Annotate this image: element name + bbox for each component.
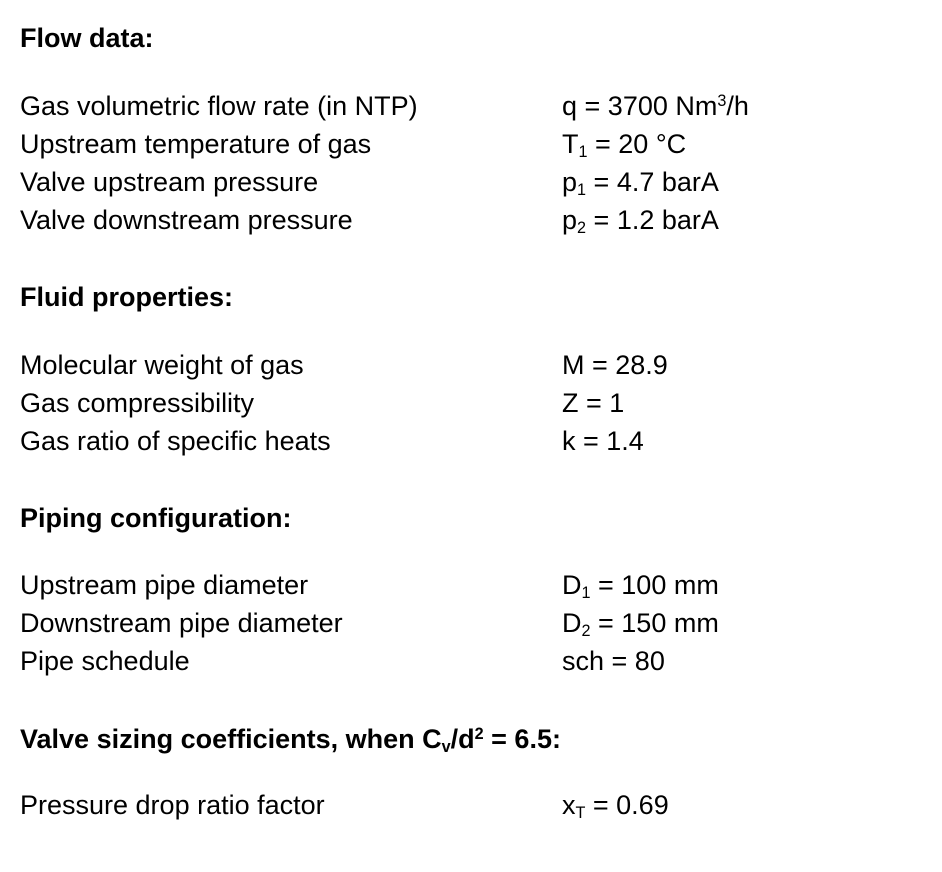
value-upstream-temperature: $T_1 = 20$ °C xyxy=(562,129,687,162)
row-pipe-schedule xyxy=(20,642,920,680)
label-pressure-drop-ratio: Pressure drop ratio factor xyxy=(20,790,325,820)
value-specific-heats: k = 1.4 xyxy=(562,426,644,456)
row-molecular-weight xyxy=(20,346,920,384)
value-molecular-weight: M = 28.9 xyxy=(562,350,668,380)
value-downstream-pressure: $p_2 = 1.2$ barA xyxy=(562,205,719,238)
value-pressure-drop-ratio: $x_T = 0.69$ xyxy=(562,790,669,823)
label-specific-heats: Gas ratio of specific heats xyxy=(20,426,331,456)
value-gas-compressibility: Z = 1 xyxy=(562,388,625,418)
label-upstream-diameter: Upstream pipe diameter xyxy=(20,570,309,600)
label-upstream-temperature: Upstream temperature of gas xyxy=(20,129,372,159)
row-upstream-pressure xyxy=(20,163,920,201)
row-downstream-diameter xyxy=(20,604,920,642)
label-upstream-pressure: Valve upstream pressure xyxy=(20,167,319,197)
section-title-flow-data: Flow data: xyxy=(20,23,154,53)
label-gas-flow-rate: Gas volumetric flow rate (in NTP) xyxy=(20,91,418,121)
label-pipe-schedule: Pipe schedule xyxy=(20,646,190,676)
label-molecular-weight: Molecular weight of gas xyxy=(20,350,304,380)
row-upstream-diameter xyxy=(20,566,920,604)
section-title-piping-configuration: Piping configuration: xyxy=(20,503,292,533)
value-downstream-diameter: $D_2 = 150$ mm xyxy=(562,608,719,641)
label-downstream-diameter: Downstream pipe diameter xyxy=(20,608,343,638)
row-gas-compressibility xyxy=(20,384,920,422)
row-upstream-temperature xyxy=(20,125,920,163)
document-page xyxy=(20,0,920,872)
value-pipe-schedule: sch = 80 xyxy=(562,646,665,676)
value-upstream-diameter: $D_1 = 100$ mm xyxy=(562,570,719,603)
section-title-fluid-properties: Fluid properties: xyxy=(20,282,234,312)
label-downstream-pressure: Valve downstream pressure xyxy=(20,205,353,235)
row-specific-heats xyxy=(20,422,920,460)
label-gas-compressibility: Gas compressibility xyxy=(20,388,255,418)
row-downstream-pressure xyxy=(20,201,920,239)
row-pressure-drop-ratio xyxy=(20,786,920,824)
value-gas-flow-rate: q = 3700 Nm$^3$/h xyxy=(562,91,749,121)
section-title-valve-sizing: Valve sizing coefficients, when $C_v/d^2 = 6.5$: xyxy=(20,724,561,757)
row-gas-flow-rate xyxy=(20,87,920,125)
value-upstream-pressure: $p_1 = 4.7$ barA xyxy=(562,167,719,200)
